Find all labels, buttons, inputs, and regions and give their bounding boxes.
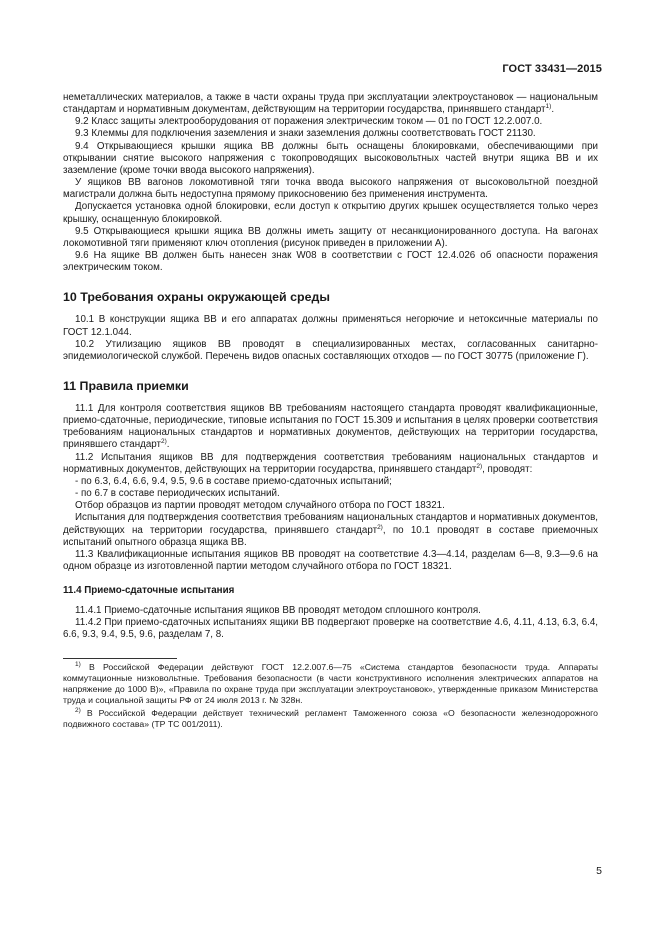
list-item: - по 6.3, 6.4, 6.6, 9.4, 9.5, 9.6 в составе приемо-сдаточных испытаний; [75,475,392,487]
footnote-ref[interactable]: 1) [545,103,552,111]
paragraph-conformity-tests: Испытания для подтверждения соответствия требованиям национальных стандартов и нормативных документов, действующих на территории государства, принявшего стандарт$^{2)}$, по 10.1 проводят в составе приемочных испытаний опытного образца ящика ВВ. [63,512,598,548]
footnote-divider [63,658,177,659]
paragraph-9-4-b: У ящиков ВВ вагонов локомотивной тяги точка ввода высокого напряжения от высоковольтной поездной магистрали должна быть недоступна прямому прикосновению без применения инструмента. [63,177,598,201]
paragraph-9-4: 9.4 Открывающиеся крышки ящика ВВ должны быть оснащены блокировками, обеспечивающими при открывании снятие высокого напряжения с токопроводящих высоковольтных частей внутри ящика ВВ и их заземление (кроме точки ввода высокого напряжения). [63,140,598,176]
footnote-ref[interactable]: 2) [161,438,167,446]
section-heading-11: 11 Правила приемки [63,378,189,393]
list-item: - по 6.7 в составе периодических испытаний. [75,488,280,500]
paragraph-10-2: 10.2 Утилизацию ящиков ВВ проводят в специализированных местах, согласованных санитарно-эпидемиологической службой. Перечень видов опасных составляющих отходов — по ГОСТ 30775 (приложение Г). [63,338,598,362]
subsection-heading-11-4: 11.4 Приемо-сдаточные испытания [63,585,235,597]
paragraph-11-3: 11.3 Квалификационные испытания ящиков ВВ проводят на соответствие 4.3—4.14, разделам 6—8, 9.3—9.6 на одном образце из изготовленной партии методом случайного отбора по ГОСТ 18321. [63,548,598,572]
document-header-id: ГОСТ 33431—2015 [502,63,602,75]
footnote-1: $^{1)}$ В Российской Федерации действуют ГОСТ 12.2.007.6—75 «Система стандартов безопасности труда. Аппараты коммутационные низковольтные. Требования безопасности (в части конструктивного исполнения электрических аппаратов на напряжение до 1000 В)», «Правила по охране труда при эксплуатации электроустановок», утвержденные приказом Министерства труда и социальной защиты РФ от 24 июля 2013 г. № 328н. [63,660,598,705]
section-heading-10: 10 Требования охраны окружающей среды [63,290,330,305]
paragraph-sampling: Отбор образцов из партии проводят методом случайного отбора по ГОСТ 18321. [75,500,445,512]
paragraph-11-2: 11.2 Испытания ящиков ВВ для подтверждения соответствия требованиям национальных стандартов и нормативных документов, действующих на территории государства, принявшего стандарт$^{2)}$, проводят: [63,451,598,475]
paragraph-11-4-1: 11.4.1 Приемо-сдаточные испытания ящиков ВВ проводят методом сплошного контроля. [75,605,481,617]
page-number: 5 [596,865,602,877]
paragraph-10-1: 10.1 В конструкции ящика ВВ и его аппаратах должны применяться негорючие и нетоксичные материалы по ГОСТ 12.1.044. [63,314,598,338]
footnote-ref[interactable]: 2) [377,523,383,531]
page-content [63,92,598,730]
paragraph-9-4-c: Допускается установка одной блокировки, если доступ к открытию других крышек осуществляется только через крышку, оснащенную блокировкой. [63,201,598,225]
paragraph-9-5: 9.5 Открывающиеся крышки ящика ВВ должны иметь защиту от несанкционированного доступа. На вагонах локомотивной тяги применяют ключ отопления (рисунок приведен в приложении А). [63,225,598,249]
footnotes [63,658,598,730]
paragraph-9-2: 9.2 Класс защиты электрооборудования от поражения электрическим током — 01 по ГОСТ 12.2.007.0. [75,116,543,128]
paragraph-9-6: 9.6 На ящике ВВ должен быть нанесен знак W08 в соответствии с ГОСТ 12.4.026 об опасности поражения электрическим током. [63,250,598,274]
paragraph-9-3: 9.3 Клеммы для подключения заземления и знаки заземления должны соответствовать ГОСТ 21130. [75,128,536,140]
footnote-ref[interactable]: 2) [476,462,483,470]
footnote-2: $^{2)}$ В Российской Федерации действует технический регламент Таможенного союза «О безопасности железнодорожного подвижного состава» (ТР ТС 001/2011). [63,706,598,729]
paragraph-11-4-2: 11.4.2 При приемо-сдаточных испытаниях ящики ВВ подвергают проверке на соответствие 4.6, 4.11, 4.13, 6.3, 6.4, 6.6, 9.3, 9.4, 9.5, 9.6, разделам 7, 8. [63,617,598,641]
paragraph-11-1: 11.1 Для контроля соответствия ящиков ВВ требованиям настоящего стандарта проводят квалификационные, приемо-сдаточные, периодические, типовые испытания по ГОСТ 15.309 и испытания в целях проверки соответствия требованиям национальных стандартов и нормативных документов, действующих на территории государства, принявшего стандарт$^{2)}$. [63,402,598,451]
paragraph-continuation: неметаллических материалов, а также в части охраны труда при эксплуатации электроустановок — национальным стандартам и нормативным документам, действующим на территории государства, принявшего стандарт$^{1)}$. [63,92,598,116]
